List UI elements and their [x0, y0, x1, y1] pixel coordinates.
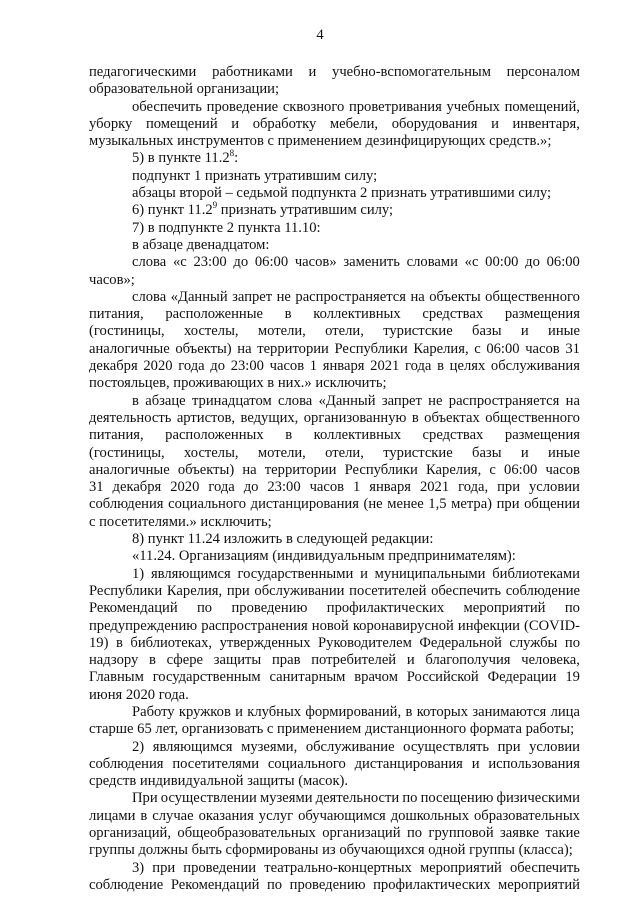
word: Карелия, — [426, 461, 482, 478]
word: по — [267, 876, 283, 893]
word: и — [520, 444, 529, 461]
word: 1 — [309, 358, 318, 375]
word: социального — [267, 755, 346, 772]
word: аналогичные — [89, 461, 170, 478]
word: года — [208, 479, 235, 496]
word: театрально-концертных — [264, 859, 412, 876]
text-line: в абзаце двенадцатом: — [132, 236, 270, 253]
word: формирований, — [305, 703, 402, 720]
word: благополучия — [425, 652, 511, 669]
word: при — [496, 496, 520, 513]
word: сквозного — [282, 98, 345, 115]
text-line — [89, 427, 580, 444]
word: физическими — [496, 790, 580, 807]
text-line — [89, 652, 580, 669]
word: кружков — [178, 703, 231, 720]
word: питания, — [89, 427, 144, 444]
word: помещений, — [504, 98, 580, 115]
word: слова — [132, 254, 167, 271]
word: и — [231, 115, 240, 132]
word: иные — [548, 323, 580, 340]
word: инвентаря, — [512, 115, 580, 132]
word: мебели, — [329, 115, 379, 132]
word: часов — [545, 461, 580, 478]
word: 2021 — [419, 479, 450, 496]
word: и — [471, 755, 480, 772]
word: в — [284, 306, 292, 323]
text-line — [89, 756, 580, 773]
word: лица — [550, 703, 580, 720]
word: Карелия, — [166, 582, 223, 599]
word: не — [428, 392, 443, 409]
word: хостелы, — [184, 323, 239, 340]
word: «Данный — [170, 288, 228, 305]
text-line — [89, 790, 580, 807]
word: организованную — [303, 409, 407, 426]
word: артистов, — [176, 409, 236, 426]
word: 2) — [132, 738, 145, 755]
text-line-segment: 6) пункт 11.2 — [132, 202, 213, 219]
word: деятельности — [315, 790, 400, 807]
word: 19 — [565, 669, 580, 686]
word: обслуживание — [305, 738, 395, 755]
word: соблюдения — [89, 755, 164, 772]
word: часов — [309, 479, 345, 496]
text-line-segment: признать утратившим силу; — [217, 202, 394, 219]
word: дошкольных — [390, 807, 469, 824]
word: на — [410, 288, 425, 305]
word: базы — [472, 323, 502, 340]
word: государственными — [237, 565, 354, 582]
word: новой — [311, 617, 349, 634]
text-line: 7) в подпункте 2 пункта 11.10: — [132, 219, 321, 236]
word: организаций — [322, 825, 401, 842]
word: объекты — [429, 288, 481, 305]
word: словами — [406, 254, 458, 271]
text-line — [89, 254, 580, 271]
word: общественного — [485, 409, 580, 426]
word: 23:00 — [193, 254, 227, 271]
word: проветривания — [348, 98, 442, 115]
word: 2020 — [143, 358, 173, 375]
word: занимаются — [472, 703, 547, 720]
word: санитарным — [269, 669, 346, 686]
word: 19) — [89, 634, 109, 651]
word: и — [520, 323, 529, 340]
word: клубных — [247, 703, 302, 720]
word: использования — [488, 755, 580, 772]
word: Федерации — [487, 669, 557, 686]
word: с — [489, 461, 496, 478]
word: 06:00 — [486, 340, 520, 357]
word: сфере — [166, 652, 204, 669]
word: проведению — [231, 600, 308, 617]
word: обслуживании — [254, 582, 345, 599]
word: государственным — [152, 669, 261, 686]
text-line — [89, 116, 580, 133]
word: инфекции — [457, 617, 520, 634]
word: декабря — [89, 358, 138, 375]
word: базы — [472, 444, 502, 461]
text-line-segment: : — [234, 150, 239, 167]
word: и — [235, 703, 243, 720]
word: мотели, — [257, 444, 306, 461]
word: обеспечить — [431, 582, 502, 599]
word: посетителями — [172, 755, 260, 772]
text-line — [89, 618, 580, 635]
text-line — [89, 825, 580, 842]
word: муниципальными — [374, 565, 486, 582]
word: часов» — [294, 254, 337, 271]
word: в — [132, 392, 139, 409]
text-line — [89, 808, 580, 825]
word: образовательных — [473, 807, 580, 824]
word: объекты) — [177, 461, 235, 478]
word: библиотеках, — [130, 634, 213, 651]
word: потребителей — [311, 652, 397, 669]
word: являющимся — [152, 738, 233, 755]
word: Республики — [344, 461, 418, 478]
word: 06:00 — [546, 254, 580, 271]
word: условии — [529, 738, 580, 755]
word: условии — [528, 479, 580, 496]
word: территории — [257, 340, 329, 357]
word: при — [152, 859, 176, 876]
text-line: постояльцев, проживающих в них.» исключить; — [89, 375, 387, 392]
word: размещения — [504, 306, 580, 323]
word: метра) — [451, 496, 493, 513]
word: запрет — [381, 392, 422, 409]
word: 06:00 — [504, 461, 538, 478]
word: отели, — [325, 323, 364, 340]
word: на — [237, 340, 252, 357]
text-line — [89, 445, 580, 462]
word: организаций, — [89, 825, 171, 842]
text-line: с посетителями.» исключить; — [89, 513, 272, 530]
word: размещения — [504, 427, 580, 444]
word: (COVID- — [524, 617, 580, 634]
word: коронавирусной — [352, 617, 454, 634]
text-line: средств индивидуальной защиты (масок). — [89, 773, 349, 790]
word: помещений — [145, 115, 218, 132]
word: 00:00 — [485, 254, 519, 271]
word: групповой — [428, 825, 494, 842]
text-line — [89, 635, 580, 652]
footnote-reference: 8 — [229, 148, 235, 159]
word: 2020 — [170, 479, 200, 496]
word: осуществлении — [160, 790, 257, 807]
word: коллективных — [313, 427, 402, 444]
word: случае — [152, 807, 194, 824]
text-line: абзацы второй – седьмой подпункта 2 признать утратившими силу; — [132, 185, 552, 202]
text-line — [89, 877, 580, 894]
word: января — [322, 358, 365, 375]
word: общении — [524, 496, 580, 513]
text-line: музыкальных инструментов с применением дезинфицирующих средств.»; — [89, 133, 552, 150]
word: которых — [416, 703, 469, 720]
word: отели, — [325, 444, 364, 461]
word: педагогическими — [89, 64, 197, 80]
word: оказания — [198, 807, 254, 824]
text-line: старше 65 лет, организовать с применением дистанционного формата работы; — [89, 721, 575, 738]
word: профилактических — [326, 600, 445, 617]
word: защиты — [213, 652, 262, 669]
word: «Данный — [318, 392, 376, 409]
word: 23:00 — [267, 479, 301, 496]
word: в — [115, 634, 123, 651]
word: коллективных — [313, 306, 401, 323]
text-line — [89, 64, 580, 81]
text-line — [89, 99, 580, 116]
word: услуг — [258, 807, 294, 824]
word: года, — [458, 479, 489, 496]
word: расположенные — [165, 306, 263, 323]
word: до — [210, 358, 226, 375]
word: туристские — [383, 323, 453, 340]
word: предупреждению — [89, 617, 198, 634]
word: запрет — [232, 288, 273, 305]
word: Федеральной — [419, 634, 502, 651]
word: мероприятий — [498, 876, 580, 893]
text-line: подпункт 1 признать утратившим силу; — [132, 167, 378, 184]
word: учебных — [446, 98, 500, 115]
word: лицами — [89, 807, 136, 824]
word: проведении — [183, 859, 257, 876]
text-line: часов»; — [89, 271, 135, 288]
word: обеспечить — [132, 98, 202, 115]
word: абзаце — [145, 392, 186, 409]
word: 23:00 — [230, 358, 264, 375]
word: 1 — [353, 479, 361, 496]
text-line — [89, 739, 580, 756]
word: по — [564, 600, 580, 617]
word: Российской — [406, 669, 479, 686]
word: утвержденных — [219, 634, 311, 651]
word: при — [226, 582, 250, 599]
word: аналогичные — [89, 340, 170, 357]
text-line — [89, 289, 580, 306]
word: дистанцирования — [354, 755, 463, 772]
word: слова — [278, 392, 313, 409]
word: обслуживания — [490, 358, 580, 375]
word: распространения — [201, 617, 308, 634]
word: музеями — [259, 790, 313, 807]
text-line — [89, 323, 580, 340]
word: и — [406, 652, 415, 669]
word: (не — [363, 496, 383, 513]
word: мероприятий — [463, 600, 546, 617]
word: проведение — [206, 98, 279, 115]
word: хостелы, — [184, 444, 239, 461]
word: 31 — [89, 479, 104, 496]
word: по — [564, 634, 580, 651]
word: средствах — [422, 306, 484, 323]
word: Рекомендаций — [170, 876, 260, 893]
word: библиотеками — [492, 565, 580, 582]
text-line — [89, 341, 580, 358]
word: проведению — [289, 876, 366, 893]
word: по — [402, 790, 418, 807]
word: профилактических — [373, 876, 491, 893]
text-line — [89, 860, 580, 877]
word: общеобразовательных — [177, 825, 316, 842]
word: территории — [264, 461, 337, 478]
word: учебно-вспомогательным — [332, 64, 491, 80]
word: обучающимся — [298, 807, 386, 824]
word: заявке — [500, 825, 540, 842]
text-line — [89, 150, 580, 167]
word: не — [276, 288, 291, 305]
word: Республики — [89, 582, 163, 599]
text-line — [89, 410, 580, 427]
word: до — [233, 254, 249, 271]
text-line: 8) пункт 11.24 изложить в следующей редакции: — [132, 531, 434, 548]
word: средствах — [422, 427, 484, 444]
word: расположенных — [165, 427, 264, 444]
text-line — [89, 462, 580, 479]
word: работниками — [212, 64, 293, 80]
word: декабря — [112, 479, 162, 496]
word: на — [565, 392, 580, 409]
text-line — [89, 583, 580, 600]
word: иные — [548, 444, 580, 461]
word: в — [149, 652, 156, 669]
word: в — [285, 427, 293, 444]
footnote-reference: 9 — [212, 200, 218, 211]
word: посетителей — [349, 582, 427, 599]
word: обработку — [252, 115, 317, 132]
word: 31 — [565, 340, 580, 357]
word: посещению — [420, 790, 494, 807]
word: объекты) — [175, 340, 232, 357]
word: музеями, — [241, 738, 298, 755]
text-line — [89, 358, 580, 375]
word: на — [242, 461, 257, 478]
word: являющимся — [150, 565, 231, 582]
word: Работу — [132, 703, 175, 720]
word: в — [411, 409, 419, 426]
word: службы — [509, 634, 558, 651]
word: При — [132, 790, 158, 807]
text-line — [89, 306, 580, 323]
text-line: июня 2020 года. — [89, 686, 189, 703]
word: (гостиницы, — [89, 323, 165, 340]
word: 1) — [132, 565, 145, 582]
word: мотели, — [257, 323, 306, 340]
word: в — [140, 807, 148, 824]
text-line-segment: 5) в пункте 11.2 — [132, 150, 230, 167]
word: по — [406, 825, 423, 842]
word: года — [178, 358, 205, 375]
text-line — [89, 393, 580, 410]
word: ведущих, — [240, 409, 299, 426]
word: врачом — [354, 669, 398, 686]
word: и — [491, 115, 499, 132]
word: мероприятий — [419, 859, 502, 876]
word: при — [497, 738, 521, 755]
word: часов — [269, 358, 305, 375]
word: в — [437, 358, 444, 375]
text-line — [89, 479, 580, 496]
word: в — [405, 703, 413, 720]
text-line: «11.24. Организациям (индивидуальным предпринимателям): — [132, 548, 516, 565]
text-line — [89, 669, 580, 686]
text-line — [89, 704, 580, 721]
word: соблюдение — [505, 582, 580, 599]
word: января — [369, 479, 411, 496]
word: 2021 — [370, 358, 400, 375]
word: менее — [387, 496, 424, 513]
word: распространяется — [448, 392, 560, 409]
word: Рекомендаций — [89, 600, 178, 617]
word: объектах — [424, 409, 480, 426]
word: часов — [525, 340, 560, 357]
word: 1,5 — [428, 496, 447, 513]
word: Главным — [89, 669, 144, 686]
word: слова — [132, 288, 167, 305]
word: (гостиницы, — [89, 444, 165, 461]
word: «с — [172, 254, 187, 271]
word: с — [474, 340, 481, 357]
text-line — [89, 202, 580, 219]
word: человека, — [521, 652, 580, 669]
word: Карелия, — [413, 340, 469, 357]
word: туристские — [383, 444, 453, 461]
word: дистанцирования — [250, 496, 359, 513]
word: и — [360, 565, 368, 582]
word: оборудования — [391, 115, 478, 132]
word: общественного — [485, 288, 580, 305]
word: заменить — [343, 254, 400, 271]
word: года — [405, 358, 432, 375]
word: прав — [271, 652, 301, 669]
word: надзору — [89, 652, 139, 669]
word: целях — [449, 358, 486, 375]
word: деятельность — [89, 409, 172, 426]
word: 3) — [132, 859, 145, 876]
word: по — [197, 600, 213, 617]
word: персоналом — [506, 64, 580, 80]
word: соблюдения — [89, 496, 164, 513]
word: осуществлять — [403, 738, 490, 755]
word: социального — [168, 496, 247, 513]
word: 06:00 — [254, 254, 289, 271]
word: распространяется — [295, 288, 406, 305]
text-line — [89, 600, 580, 617]
word: «с — [464, 254, 479, 271]
word: при — [497, 479, 521, 496]
text-line — [89, 566, 580, 583]
word: обеспечить — [509, 859, 580, 876]
word: такие — [545, 825, 580, 842]
word: питания, — [89, 306, 144, 323]
text-line — [89, 496, 580, 513]
word: соблюдение — [89, 876, 164, 893]
word: тринадцатом — [191, 392, 272, 409]
word: уборку — [89, 115, 133, 132]
page-number: 4 — [316, 27, 324, 43]
word: Республики — [334, 340, 408, 357]
text-line: образовательной организации; — [89, 81, 280, 98]
word: и — [308, 64, 317, 80]
word: Руководителем — [318, 634, 412, 651]
word: до — [243, 479, 259, 496]
body-text — [89, 64, 580, 894]
text-line: группы должны быть сформированы из обучающихся одной группы (класса); — [89, 842, 573, 859]
word: до — [525, 254, 540, 271]
